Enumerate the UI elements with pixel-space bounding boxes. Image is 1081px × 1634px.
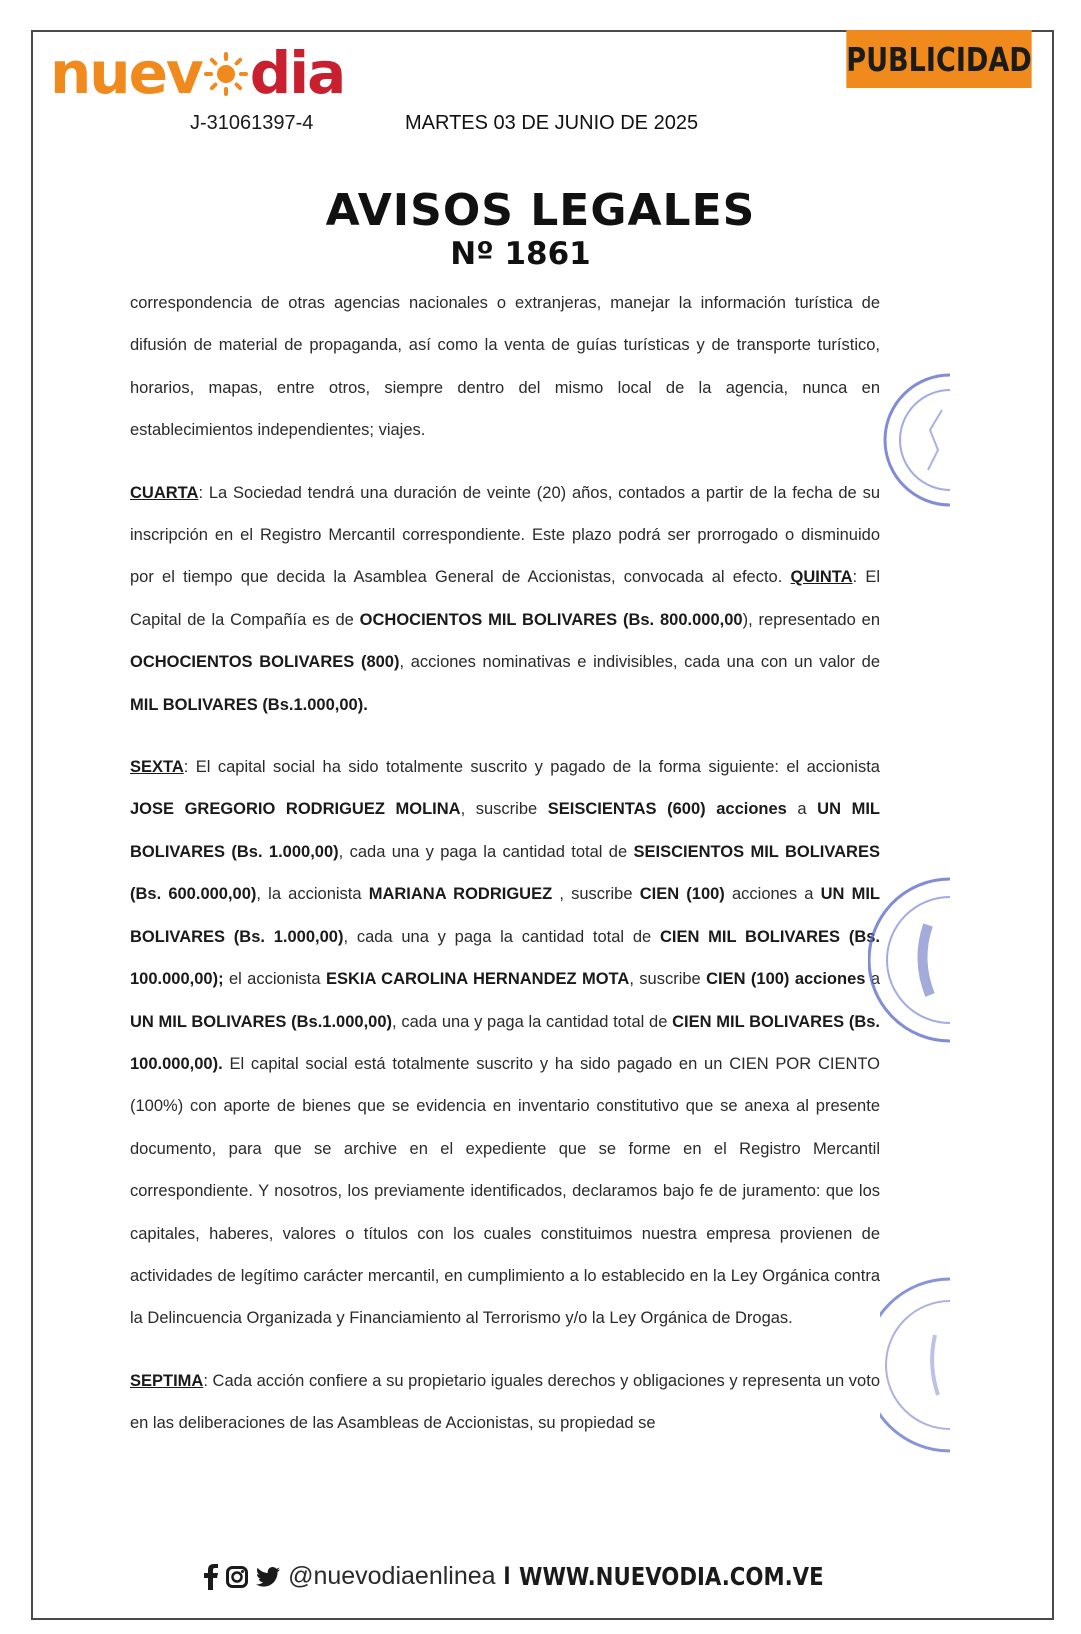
bold-amount: OCHOCIENTOS BOLIVARES (800) [130, 653, 400, 672]
logo-text-part2: dia [249, 39, 345, 107]
bold-amount: UN MIL BOLIVARES (Bs.1.000,00) [130, 1012, 393, 1031]
social-handle[interactable]: @nuevodiaenlinea [288, 1562, 496, 1590]
paragraph-sexta [130, 746, 880, 1340]
sun-logo-icon [203, 51, 249, 97]
clause-text: acciones a [724, 885, 821, 904]
page-footer [0, 1562, 1081, 1591]
clause-text: , la accionista [256, 885, 369, 904]
bold-amount: CIEN (100) acciones [706, 970, 866, 989]
newspaper-logo [50, 39, 345, 107]
clause-text: , acciones nominativas e indivisibles, cada una con un valor de [399, 653, 880, 672]
clause-text: , cada una y paga la cantidad total de [338, 842, 634, 861]
clause-text: , cada una y paga la cantidad total de [392, 1012, 673, 1031]
bold-amount: SEISCIENTOS MIL BOLIVARES (Bs. 600.000,00) [130, 842, 880, 904]
bold-amount: CIEN MIL BOLIVARES (Bs. 100.000,00). [130, 1012, 881, 1073]
official-stamp-1 [880, 370, 950, 510]
official-stamp-3 [880, 1275, 950, 1455]
section-tag: PUBLICIDAD [846, 30, 1031, 88]
instagram-icon[interactable] [226, 1566, 248, 1588]
clause-label-cuarta: CUARTA [130, 483, 199, 502]
page-title: AVISOS LEGALES [325, 185, 756, 236]
legal-text [130, 282, 880, 1445]
clause-text: , suscribe [629, 970, 707, 989]
clause-text: , suscribe [460, 800, 548, 819]
clause-label-quinta: QUINTA [790, 568, 853, 587]
clause-text: : Cada acción confiere a su propietario iguales derechos y obligaciones y representa un voto en las deliberaciones de las Asambleas de Accionistas, su propiedad se [130, 1371, 880, 1433]
clause-label-sexta: SEXTA [130, 758, 184, 777]
bold-amount: UN MIL BOLIVARES (Bs. 1.000,00) [130, 885, 881, 946]
bold-amount: SEISCIENTAS (600) acciones [547, 800, 787, 819]
clause-text: a [865, 970, 881, 989]
notice-number: Nº 1861 [450, 236, 591, 272]
bold-amount: OCHOCIENTOS MIL BOLIVARES (Bs. 800.000,00 [359, 610, 743, 629]
shareholder-name: MARIANA RODRIGUEZ [368, 885, 553, 904]
bold-amount: CIEN MIL BOLIVARES (Bs. 100.000,00); [130, 927, 880, 989]
facebook-icon[interactable] [204, 1564, 218, 1590]
clause-text: : El capital social ha sido totalmente suscrito y pagado de la forma siguiente: el accionista [183, 758, 880, 777]
footer-separator: I [503, 1562, 511, 1590]
clause-text: , cada una y paga la cantidad total de [343, 927, 660, 946]
clause-text: El capital social está totalmente suscrito y ha sido pagado en un CIEN POR CIENTO (100%) con aporte de bienes que se evidencia en inventario constitutivo que se anexa al presente documento, para que se archive en el expediente que se forme en el Registro Mercantil correspondiente. Y nosotros, los previamente identificados, declaramos bajo fe de juramento: que los capitales, haberes, valores o títulos con los cuales constituimos nuestra empresa provienen de actividades de legítimo carácter mercantil, en cumplimiento a lo establecido en la Ley Orgánica contra la Delincuencia Organizada y Financiamiento al Terrorismo y/o la Ley Orgánica de Drogas. [130, 1054, 880, 1328]
paragraph-1: correspondencia de otras agencias nacionales o extranjeras, manejar la información turística de difusión de material de propaganda, así como la venta de guías turísticas y de transporte turístico, horarios, mapas, entre otros, siempre dentro del mismo local de la agencia, nunca en establecimientos independientes; viajes. [130, 294, 880, 440]
rif-number: J-31061397-4 [190, 112, 314, 134]
bold-amount: CIEN (100) [639, 885, 725, 904]
shareholder-name: ESKIA CAROLINA HERNANDEZ MOTA [325, 970, 630, 989]
bold-amount: MIL BOLIVARES (Bs.1.000,00). [130, 695, 368, 714]
publication-date: MARTES 03 DE JUNIO DE 2025 [405, 112, 699, 134]
clause-label-septima: SEPTIMA [130, 1371, 204, 1390]
official-stamp-2 [868, 875, 950, 1045]
shareholder-name: JOSE GREGORIO RODRIGUEZ MOLINA [130, 800, 461, 819]
clause-text: el accionista [223, 970, 326, 989]
bold-amount: UN MIL BOLIVARES (Bs. 1.000,00) [130, 800, 880, 861]
clause-text: : El Capital de la Compañía es de [130, 568, 880, 629]
clause-text: ), representado en [742, 610, 880, 629]
website-link[interactable]: WWW.NUEVODIA.COM.VE [518, 1562, 824, 1591]
clause-text: a [786, 800, 818, 819]
clause-text: : La Sociedad tendrá una duración de veinte (20) años, contados a partir de la fecha de su inscripción en el Registro Mercantil correspondiente. Este plazo podrá ser prorrogado o disminuido por el tiempo que decida la Asamblea General de Accionistas, convocada al efecto. [130, 483, 880, 587]
clause-text: , suscribe [552, 885, 640, 904]
paragraph-cuarta-quinta [130, 472, 880, 726]
logo-text-part1: nuev [50, 39, 202, 107]
paragraph-septima [130, 1360, 880, 1445]
twitter-icon[interactable] [256, 1567, 280, 1587]
